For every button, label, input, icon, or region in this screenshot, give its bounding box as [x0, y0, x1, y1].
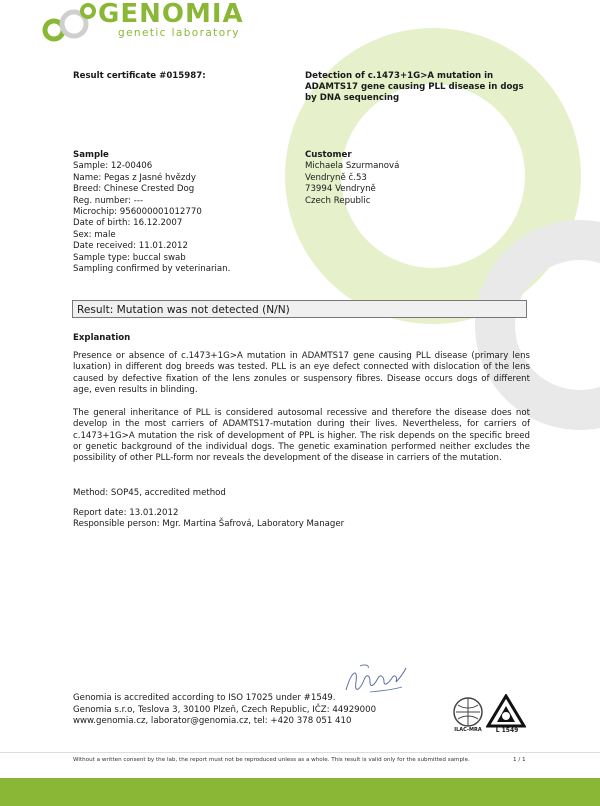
- customer-section: [305, 150, 399, 207]
- contact-line: www.genomia.cz, laborator@genomia.cz, tel: +420 378 051 410: [73, 716, 352, 726]
- sample-line: Sex: male: [73, 229, 116, 240]
- sample-line: Sample type: buccal swab: [73, 252, 186, 263]
- genomia-logo-icon: [40, 2, 100, 46]
- certificate-title-line: Detection of c.1473+1G>A mutation in: [305, 71, 494, 81]
- explanation-paragraph-1: Presence or absence of c.1473+1G>A mutation in ADAMTS17 gene causing PLL disease (primary lens luxation) in different dog breeds was tested. PLL is an eye defect connected with dislocation of the lens caused by defective fixation of the lens zonules or suspensory fibres. Disease occurs dogs of different age, even results in blinding.: [73, 351, 530, 395]
- certificate-title-line: ADAMTS17 gene causing PLL disease in dogs: [305, 82, 524, 92]
- footer-disclaimer: Without a written consent by the lab, the report must not be reproduced unless as a whole. This result is valid only for the submitted sample.: [73, 757, 470, 763]
- responsible-person: Responsible person: Mgr. Martina Šafrová, Laboratory Manager: [73, 519, 345, 529]
- address-line: Genomia s.r.o, Teslova 3, 30100 Plzeň, Czech Republic, IČZ: 44929000: [73, 704, 377, 715]
- certificate-title: [305, 71, 540, 104]
- sample-section: [73, 150, 230, 275]
- footer-divider: [0, 752, 600, 753]
- lab-number: L 1549: [495, 727, 519, 734]
- sample-heading: Sample: [73, 150, 109, 160]
- sample-line: Sampling confirmed by veterinarian.: [73, 264, 231, 275]
- result-box: Result: Mutation was not detected (N/N): [72, 300, 527, 318]
- certificate-number: Result certificate #015987:: [73, 71, 206, 81]
- method-line: Method: SOP45, accredited method: [73, 488, 226, 498]
- sample-line: Date received: 11.01.2012: [73, 241, 188, 252]
- accreditation-line: Genomia is accredited according to ISO 17025 under #1549.: [73, 693, 336, 703]
- explanation-heading: Explanation: [73, 333, 131, 343]
- certificate-title-line: by DNA sequencing: [305, 93, 400, 103]
- customer-line: Vendryně č.53: [305, 172, 367, 183]
- sample-line: Microchip: 956000001012770: [73, 207, 202, 218]
- brand-tagline: genetic laboratory: [118, 27, 240, 39]
- customer-heading: Customer: [305, 150, 352, 160]
- accreditation-block: [73, 693, 376, 728]
- page-number: 1 / 1: [513, 757, 526, 763]
- customer-line: Michaela Szurmanová: [305, 161, 400, 172]
- footer-green-bar: [0, 778, 600, 806]
- sample-line: Sample: 12-00406: [73, 161, 153, 172]
- ilac-label: ILAC-MRA: [454, 727, 482, 733]
- sample-line: Date of birth: 16.12.2007: [73, 218, 183, 229]
- sample-line: Name: Pegas z Jasné hvězdy: [73, 172, 196, 183]
- brand-name: GENOMIA: [98, 0, 244, 29]
- report-date: Report date: 13.01.2012: [73, 508, 179, 518]
- sample-line: Reg. number: ---: [73, 195, 144, 206]
- sample-line: Breed: Chinese Crested Dog: [73, 184, 195, 195]
- customer-line: Czech Republic: [305, 195, 371, 206]
- explanation-paragraph-2: The general inheritance of PLL is considered autosomal recessive and therefore the disease does not develop in the most carriers of ADAMTS17-mutation during their lives. Nevertheless, for carriers of c.1473+1G>A mutation the risk of development of PPL is higher. The risk depends on the specific breed or genetic background of the individual dogs. The genetic examination performed neither excludes the possibility of other PLL-form nor reveals the development of the disease in carriers of the mutation.: [73, 408, 530, 464]
- customer-line: 73994 Vendryně: [305, 184, 376, 195]
